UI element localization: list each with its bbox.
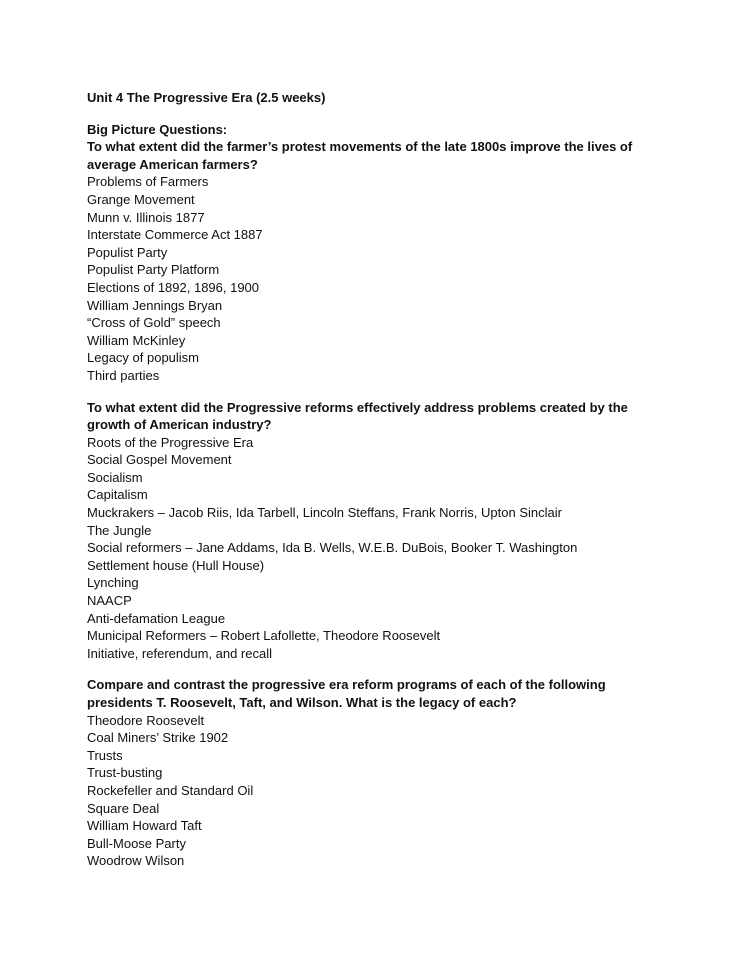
question-text: To what extent did the farmer’s protest movements of the late 1800s improve the lives of: [87, 139, 633, 155]
topic-item: Social reformers – Jane Addams, Ida B. Wells, W.E.B. DuBois, Booker T. Washington: [87, 540, 578, 556]
document-page: [87, 89, 717, 870]
topic-item: Theodore Roosevelt: [87, 712, 205, 728]
topic-item: Grange Movement: [87, 191, 195, 207]
question-section: [87, 138, 717, 384]
topic-item: Roots of the Progressive Era: [87, 434, 254, 450]
topic-item: Trust-busting: [87, 765, 163, 781]
topic-item: “Cross of Gold” speech: [87, 315, 221, 331]
big-picture-heading: Big Picture Questions:: [87, 121, 228, 137]
topic-item: Rockefeller and Standard Oil: [87, 782, 254, 798]
topic-item: Social Gospel Movement: [87, 452, 232, 468]
question-section: [87, 399, 717, 663]
topic-item: Anti-defamation League: [87, 610, 226, 626]
question-text: average American farmers?: [87, 156, 258, 172]
topic-item: Third parties: [87, 367, 160, 383]
topic-item: Populist Party Platform: [87, 262, 220, 278]
topic-item: William McKinley: [87, 332, 186, 348]
topic-item: The Jungle: [87, 522, 152, 538]
topic-item: Settlement house (Hull House): [87, 557, 265, 573]
question-text: presidents T. Roosevelt, Taft, and Wilson. What is the legacy of each?: [87, 695, 517, 710]
topic-item: Initiative, referendum, and recall: [87, 645, 272, 661]
topic-item: Municipal Reformers – Robert Lafollette, Theodore Roosevelt: [87, 628, 441, 644]
topic-item: Legacy of populism: [87, 350, 200, 366]
topic-item: Coal Miners’ Strike 1902: [87, 730, 229, 746]
topic-item: Bull-Moose Party: [87, 835, 186, 851]
topic-item: Populist Party: [87, 244, 168, 260]
topic-item: Socialism: [87, 469, 143, 485]
topic-item: Trusts: [87, 747, 123, 763]
topic-item: Elections of 1892, 1896, 1900: [87, 279, 260, 295]
topic-item: Interstate Commerce Act 1887: [87, 227, 263, 243]
topic-item: NAACP: [87, 593, 132, 609]
topic-item: William Howard Taft: [87, 818, 202, 834]
question-section: [87, 676, 717, 870]
topic-item: Lynching: [87, 575, 139, 591]
document-title: Unit 4 The Progressive Era (2.5 weeks): [87, 90, 326, 105]
topic-item: Munn v. Illinois 1877: [87, 209, 205, 225]
topic-item: Muckrakers – Jacob Riis, Ida Tarbell, Lincoln Steffans, Frank Norris, Upton Sinclair: [87, 505, 562, 521]
topic-item: Woodrow Wilson: [87, 853, 185, 869]
topic-item: Square Deal: [87, 800, 160, 816]
topic-item: William Jennings Bryan: [87, 297, 223, 313]
question-text: To what extent did the Progressive reforms effectively address problems created by the: [87, 399, 628, 415]
question-text: Compare and contrast the progressive era reform programs of each of the following: [87, 677, 606, 693]
question-text: growth of American industry?: [87, 417, 272, 433]
topic-item: Capitalism: [87, 487, 148, 503]
topic-item: Problems of Farmers: [87, 174, 209, 190]
